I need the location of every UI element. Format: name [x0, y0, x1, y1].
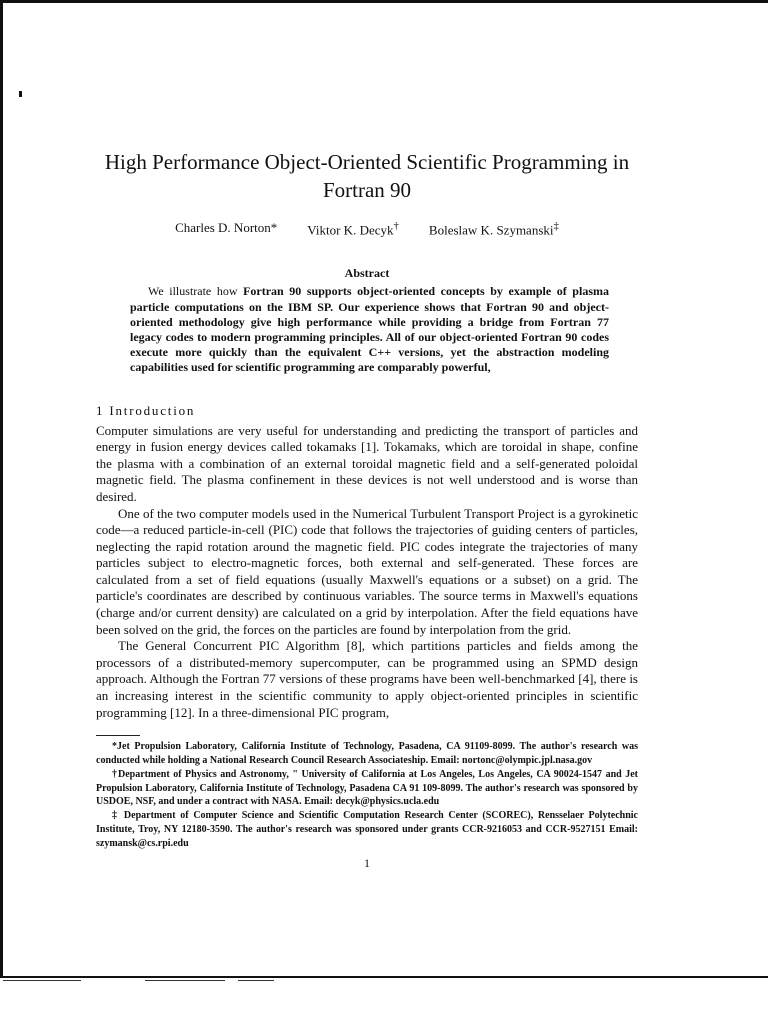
scan-border-top: [0, 0, 768, 3]
footnote: †Department of Physics and Astronomy, " University of California at Los Angeles, Los Angeles, CA 90024-1547 and Jet Propulsion Laboratory, California Institute of Technology, Pasadena CA 91 109-8099. The author's research was sponsored by USDOE, NSF, and under a contract with NASA. Email: decyk@physics.ucla.edu: [96, 768, 638, 808]
section-body: [96, 423, 638, 722]
footnotes: [96, 740, 638, 850]
scan-speck: [19, 91, 22, 97]
author: Viktor K. Decyk†: [307, 220, 399, 238]
footnote-rule: [96, 735, 140, 736]
scan-rule: [3, 980, 81, 981]
paper-page: [96, 148, 638, 871]
abstract-heading: Abstract: [344, 266, 390, 281]
section-heading: 1 Introduction: [96, 402, 196, 418]
footnote: ‡ Department of Computer Science and Scientific Computation Research Center (SCOREC), Rensselaer Polytechnic Institute, Troy, NY 12180-3590. The author's research was sponsored under grants CCR-9216053 and CCR-9527151 Email: szymansk@cs.rpi.edu: [96, 810, 638, 849]
author: Charles D. Norton*: [175, 220, 278, 235]
author-list: [96, 220, 638, 238]
footnote: *Jet Propulsion Laboratory, California Institute of Technology, Pasadena, CA 91109-8099. The author's research was conducted while holding a National Research Council Research Associateship. Email: nortonc@olympic.jpl.nasa.gov: [96, 741, 638, 767]
page-number: 1: [364, 855, 370, 870]
paragraph: The General Concurrent PIC Algorithm [8], which partitions particles and fields among the processors of a distributed-memory supercomputer, can be programmed using an SPMD design approach. Although the Fortran 77 versions of these programs have been well-benchmarked [4], there is an increasing interest in the scientific community to apply object-oriented principles in scientific programming [12]. In a three-dimensional PIC program,: [96, 638, 638, 720]
paper-title: High Performance Object-Oriented Scientific Programming in Fortran 90: [104, 150, 630, 202]
scan-border-bottom: [0, 976, 768, 978]
author: Boleslaw K. Szymanski‡: [428, 220, 559, 238]
scan-rule: [145, 980, 225, 981]
paragraph: One of the two computer models used in the Numerical Turbulent Transport Project is a gyrokinetic code—a reduced particle-in-cell (PIC) code that follows the trajectories of guiding centers of particles, neglecting the rapid rotation around the magnetic field. PIC codes integrate the trajectories of many particles subject to electro-magnetic forces, both external and self-generated. These forces are calculated from a set of field equations (usually Maxwell's equations or a subset) on a grid. The particle's coordinates are described by continuous variables. The source terms in Maxwell's equations (charge and/or current density) are calculated on a grid by interpolation. After the field equations have been solved on the grid, the forces on the particles are found by interpolation from the grid.: [96, 505, 638, 637]
paragraph: Computer simulations are very useful for understanding and predicting the transport of particles and energy in fusion energy devices called tokamaks [1]. Tokamaks, which are toroidal in shape, confine the plasma with a combination of an external toroidal magnetic field and a self-generated poloidal magnetic field. The plasma confinement in these devices is not well understood and is worse than desired.: [96, 422, 638, 504]
scan-border-left: [0, 0, 3, 978]
abstract-text: We illustrate how Fortran 90 supports object-oriented concepts by example of plasma particle computations on the IBM SP. Our experience shows that Fortran 90 and object-oriented methodology give high performance while providing a bridge from Fortran 77 legacy codes to modern programming principles. All of our object-oriented Fortran 90 codes execute more quickly than the equivalent C++ versions, yet the abstraction modeling capabilities used for scientific programming are comparably powerful,: [130, 284, 609, 375]
scan-rule: [238, 980, 274, 981]
